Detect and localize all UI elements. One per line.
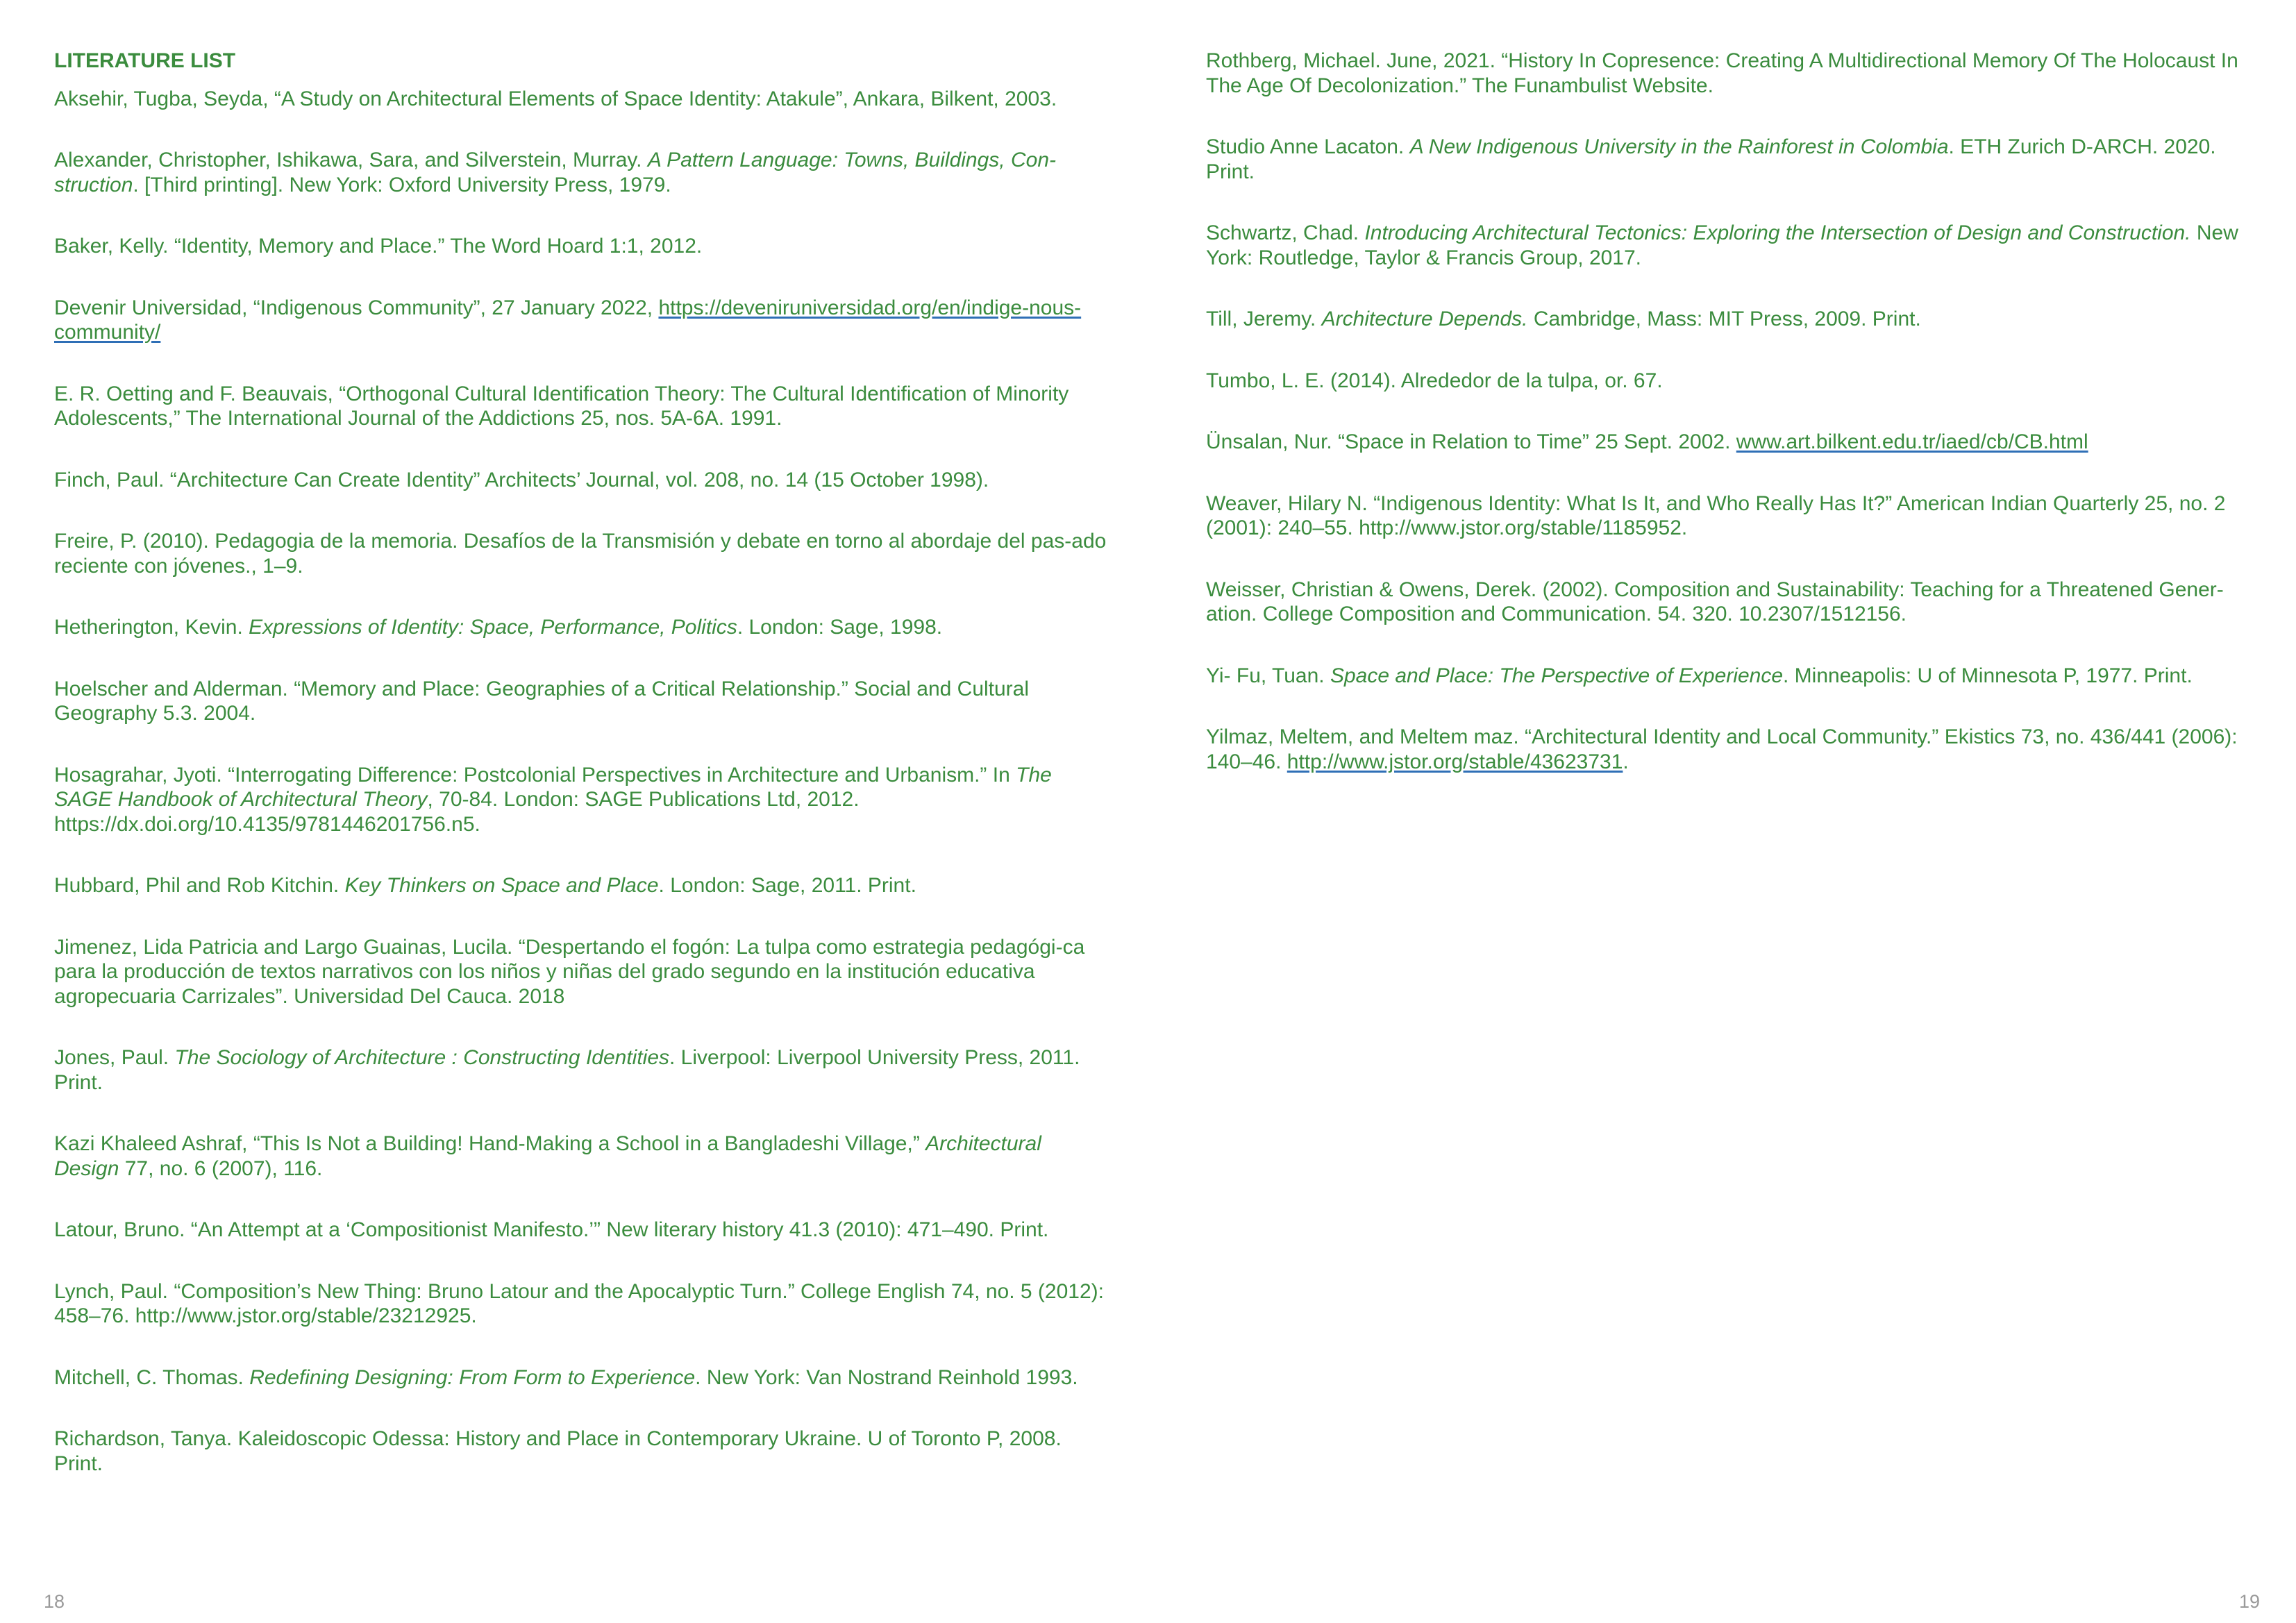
literature-list-heading: LITERATURE LIST xyxy=(54,49,236,72)
entry-text: Tumbo, L. E. (2014). Alrededor de la tulpa, or. 67. xyxy=(1206,369,1663,392)
entry-link[interactable]: https://deveniruniversidad.org/en/indige-nous-community/ xyxy=(54,296,1082,344)
bibliography-entry xyxy=(54,1132,1109,1181)
entry-italic-title: The SAGE Handbook of Architectural Theory xyxy=(54,763,1052,811)
entry-text: . Liverpool: Liverpool University Press, 2011. Print. xyxy=(54,1046,1080,1094)
bibliography-entry xyxy=(1206,369,2261,394)
bibliography-entry xyxy=(54,148,1109,197)
entry-text: Weaver, Hilary N. “Indigenous Identity: What Is It, and Who Really Has It?” American Indian Quarterly 25, no. 2 (2001): 240–55. http://www.jstor.org/stable/1185952. xyxy=(1206,491,2226,539)
entry-text: . London: Sage, 1998. xyxy=(737,616,943,639)
entry-text: . xyxy=(1623,750,1629,773)
entry-text: Hosagrahar, Jyoti. “Interrogating Difference: Postcolonial Perspectives in Architecture and Urbanism.” In xyxy=(54,763,1016,787)
entry-text: , 70-84. London: SAGE Publications Ltd, 2012. https://dx.doi.org/10.4135/9781446201756.n5. xyxy=(54,788,860,836)
left-page-column xyxy=(54,49,1109,1513)
bibliography-entry xyxy=(54,1218,1109,1243)
entry-text: Richardson, Tanya. Kaleidoscopic Odessa: History and Place in Contemporary Ukraine. U of Toronto P, 2008. Print. xyxy=(54,1427,1062,1475)
bibliography-entry xyxy=(1206,49,2261,98)
right-bibliography-list xyxy=(1206,49,2261,774)
page-number-right: 19 xyxy=(2238,1591,2260,1612)
entry-text: Alexander, Christopher, Ishikawa, Sara, and Silverstein, Murray. xyxy=(54,149,648,171)
entry-text: . ETH Zurich D-ARCH. 2020. Print. xyxy=(1206,135,2216,183)
page-number-left: 18 xyxy=(44,1591,65,1612)
entry-italic-title: Expressions of Identity: Space, Performance, Politics xyxy=(249,616,737,639)
entry-text: Cambridge, Mass: MIT Press, 2009. Print. xyxy=(1527,308,1921,330)
bibliography-entry xyxy=(54,1427,1109,1476)
entry-text: Weisser, Christian & Owens, Derek. (2002). Composition and Sustainability: Teaching for a Threatened Gener-ation. College Composition and Communication. 54. 320. 10.2307/1512156. xyxy=(1206,578,2224,625)
bibliography-entry xyxy=(54,763,1109,837)
entry-text: Devenir Universidad, “Indigenous Community”, 27 January 2022, xyxy=(54,296,659,319)
entry-text: Jones, Paul. xyxy=(54,1046,175,1069)
bibliography-entry xyxy=(54,1365,1109,1390)
entry-italic-title: Introducing Architectural Tectonics: Exploring the Intersection of Design and Construction. xyxy=(1364,221,2191,244)
bibliography-entry xyxy=(54,677,1109,726)
entry-text: Yi- Fu, Tuan. xyxy=(1206,664,1330,687)
entry-text: Hoelscher and Alderman. “Memory and Place: Geographies of a Critical Relationship.” Social and Cultural Geography 5.3. 2004. xyxy=(54,677,1030,725)
entry-text: Finch, Paul. “Architecture Can Create Identity” Architects’ Journal, vol. 208, no. 14 (15 October 1998). xyxy=(54,468,989,491)
bibliography-entry xyxy=(1206,664,2261,689)
left-bibliography-list xyxy=(54,87,1109,1477)
entry-text: . [Third printing]. New York: Oxford University Press, 1979. xyxy=(133,173,671,196)
entry-text: Aksehir, Tugba, Seyda, “A Study on Architectural Elements of Space Identity: Atakule”, Ankara, Bilkent, 2003. xyxy=(54,87,1057,110)
entry-text: . London: Sage, 2011. Print. xyxy=(658,874,916,897)
right-page-column xyxy=(1206,49,2261,811)
entry-link[interactable]: http://www.jstor.org/stable/43623731 xyxy=(1287,750,1623,773)
entry-italic-title: A New Indigenous University in the Rainforest in Colombia xyxy=(1409,135,1949,158)
entry-text: Kazi Khaleed Ashraf, “This Is Not a Building! Hand-Making a School in a Bangladeshi Village,” xyxy=(54,1132,926,1155)
entry-text: Jimenez, Lida Patricia and Largo Guainas, Lucila. “Despertando el fogón: La tulpa como estrategia pedagógi-ca para la producción de textos narrativos con los niños y niñas del grado segundo en la institución educativa agropecuaria Carrizales”. Universidad Del Cauca. 2018 xyxy=(54,935,1085,1008)
entry-text: . New York: Van Nostrand Reinhold 1993. xyxy=(695,1365,1078,1389)
entry-text: E. R. Oetting and F. Beauvais, “Orthogonal Cultural Identification Theory: The Cultural Identification of Minority Adolescents,” The International Journal of the Addictions 25, nos. 5A-6A. 1991. xyxy=(54,382,1069,430)
bibliography-entry xyxy=(54,234,1109,259)
entry-text: 77, no. 6 (2007), 116. xyxy=(119,1157,323,1180)
entry-text: Hetherington, Kevin. xyxy=(54,616,249,639)
entry-text: Baker, Kelly. “Identity, Memory and Place.” The Word Hoard 1:1, 2012. xyxy=(54,235,703,258)
entry-text: Latour, Bruno. “An Attempt at a ‘Compositionist Manifesto.’” New literary history 41.3 (2010): 471–490. Print. xyxy=(54,1218,1049,1241)
entry-italic-title: The Sociology of Architecture : Constructing Identities xyxy=(174,1046,670,1069)
entry-text: Schwartz, Chad. xyxy=(1206,221,1365,244)
bibliography-entry xyxy=(1206,725,2261,774)
entry-text: Mitchell, C. Thomas. xyxy=(54,1365,250,1389)
bibliography-entry xyxy=(1206,578,2261,627)
entry-text: Yilmaz, Meltem, and Meltem maz. “Architectural Identity and Local Community.” Ekistics 73, no. 436/441 (2006): 140–46. xyxy=(1206,725,2238,773)
entry-text: . Minneapolis: U of Minnesota P, 1977. Print. xyxy=(1783,664,2193,687)
bibliography-entry xyxy=(1206,491,2261,541)
entry-text: Rothberg, Michael. June, 2021. “History In Copresence: Creating A Multidirectional Memory Of The Holocaust In The Age Of Decolonization.” The Funambulist Website. xyxy=(1206,49,2238,97)
entry-link[interactable]: www.art.bilkent.edu.tr/iaed/cb/CB.html xyxy=(1736,430,2088,453)
entry-text: Studio Anne Lacaton. xyxy=(1206,135,1410,158)
entry-italic-title: Redefining Designing: From Form to Experience xyxy=(249,1365,696,1389)
entry-text: Ünsalan, Nur. “Space in Relation to Time” 25 Sept. 2002. xyxy=(1206,430,1736,453)
bibliography-entry xyxy=(54,615,1109,640)
entry-italic-title: Architectural Design xyxy=(54,1132,1041,1180)
entry-italic-title: Key Thinkers on Space and Place xyxy=(344,874,659,897)
entry-italic-title: Architecture Depends. xyxy=(1321,308,1528,330)
entry-text: Lynch, Paul. “Composition’s New Thing: Bruno Latour and the Apocalyptic Turn.” College English 74, no. 5 (2012): 458–76. http://www.jstor.org/stable/23212925. xyxy=(54,1279,1104,1327)
bibliography-entry xyxy=(54,1045,1109,1095)
bibliography-entry xyxy=(54,87,1109,112)
bibliography-entry xyxy=(54,1279,1109,1329)
bibliography-entry xyxy=(1206,307,2261,332)
bibliography-entry xyxy=(54,529,1109,578)
entry-text: Till, Jeremy. xyxy=(1206,308,1322,330)
entry-italic-title: Space and Place: The Perspective of Experience xyxy=(1330,664,1784,687)
entry-text: New York: Routledge, Taylor & Francis Group, 2017. xyxy=(1206,221,2238,269)
bibliography-entry xyxy=(1206,221,2261,270)
entry-italic-title: A Pattern Language: Towns, Buildings, Con-struction xyxy=(54,149,1056,196)
bibliography-entry xyxy=(1206,430,2261,455)
entry-text: Hubbard, Phil and Rob Kitchin. xyxy=(54,874,345,897)
entry-text: Freire, P. (2010). Pedagogia de la memoria. Desafíos de la Transmisión y debate en torno al abordaje del pas-ado reciente con jóvenes., 1–9. xyxy=(54,530,1107,578)
bibliography-entry xyxy=(1206,135,2261,184)
bibliography-entry xyxy=(54,382,1109,431)
bibliography-entry xyxy=(54,873,1109,898)
bibliography-entry xyxy=(54,468,1109,493)
bibliography-entry xyxy=(54,296,1109,345)
bibliography-entry xyxy=(54,935,1109,1009)
